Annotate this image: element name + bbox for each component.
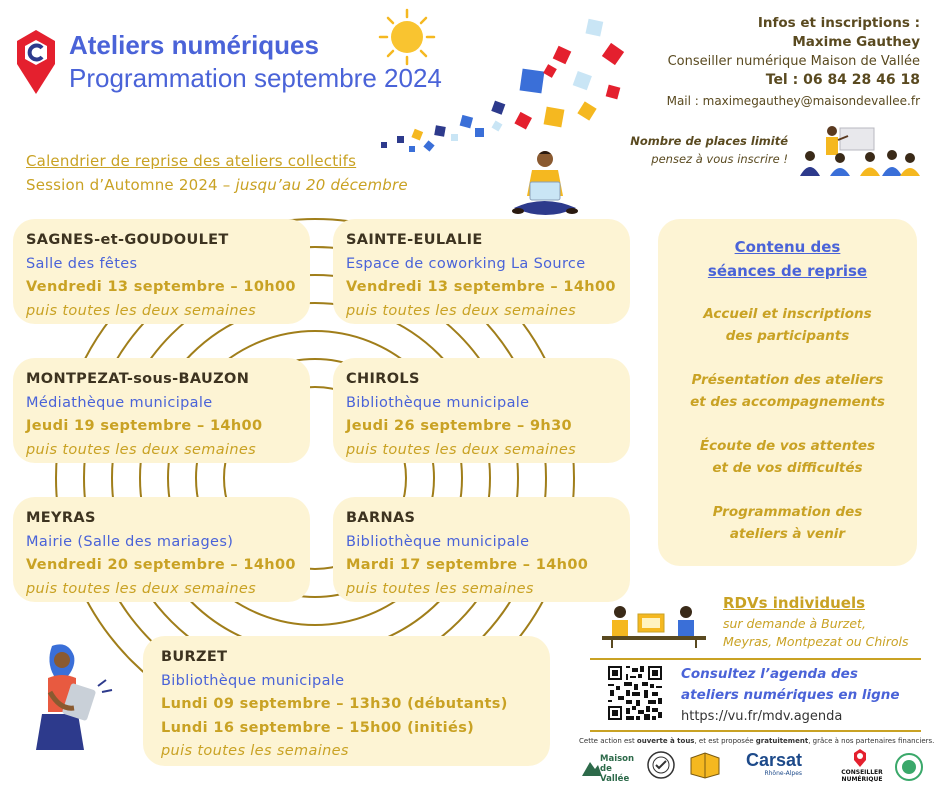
session-venue: Mairie (Salle des mariages) [26, 533, 234, 550]
places-limited: Nombre de places limité [630, 134, 788, 148]
divider-bottom [590, 730, 921, 732]
person-laptop-icon [510, 148, 580, 220]
session-town: CHIROLS [346, 371, 420, 387]
maison-de-vallee-logo [582, 752, 640, 784]
qr-code-icon[interactable] [606, 664, 664, 722]
session-card-chirols [333, 358, 630, 463]
content-item-line: Programmation des [712, 504, 863, 520]
confetti-decoration [375, 18, 640, 158]
contact-email[interactable]: Mail : maximegauthey@maisondevallee.fr [666, 94, 920, 108]
content-summary-card [658, 219, 917, 566]
rdv-title: RDVs individuels [723, 594, 866, 612]
session-venue: Salle des fêtes [26, 255, 138, 272]
rdv-line1: sur demande à Burzet, [723, 616, 866, 631]
conseiller-numerique-logo-icon [14, 28, 58, 96]
content-item-line: des participants [725, 328, 850, 344]
rdv-line2: Meyras, Montpezat ou Chirols [723, 634, 909, 649]
woman-tablet-icon [20, 640, 120, 752]
agenda-url-link[interactable]: https://vu.fr/mdv.agenda [681, 709, 843, 724]
session-card-sainte-eulalie [333, 219, 630, 324]
places-reminder: pensez à vous inscrire ! [651, 152, 788, 166]
session-date: Vendredi 20 septembre – 14h00 [26, 557, 296, 573]
content-item-line: Présentation des ateliers [691, 372, 884, 388]
content-item [658, 369, 917, 413]
footer-notice-bold: ouverte à tous [636, 737, 695, 745]
content-item-line: Accueil et inscriptions [703, 306, 872, 322]
content-item-line: et des accompagnements [690, 394, 885, 410]
agenda-line1: Consultez l’agenda des [681, 666, 858, 682]
conseiller-numerique-label [840, 769, 884, 783]
session-venue: Bibliothèque municipale [346, 533, 530, 550]
footer-notice-bold: gratuitement [755, 737, 809, 745]
footer-notice-part: Cette action est [579, 737, 637, 745]
meeting-group-icon [796, 122, 922, 176]
session-date: Vendredi 13 septembre – 14h00 [346, 279, 616, 295]
session-date: Lundi 09 septembre – 13h30 (débutants) [161, 696, 508, 712]
session-card-burzet [143, 636, 550, 766]
content-item-line: Écoute de vos attentes [699, 438, 876, 454]
individual-meeting-icon [598, 600, 710, 648]
session-date: Jeudi 26 septembre – 9h30 [346, 418, 572, 434]
footer-notice-part: , et est proposée [694, 737, 756, 745]
session-frequency: puis toutes les deux semaines [26, 302, 257, 319]
session-venue: Bibliothèque municipale [161, 672, 345, 689]
france-relance-logo-icon [894, 752, 924, 782]
session-date: Jeudi 19 septembre – 14h00 [26, 418, 263, 434]
session-card-sagnes [13, 219, 310, 324]
session-town: BURZET [161, 649, 228, 665]
content-title-line2: séances de reprise [707, 262, 868, 280]
session-venue: Bibliothèque municipale [346, 394, 530, 411]
session-town: MONTPEZAT-sous-BAUZON [26, 371, 250, 387]
session-frequency: puis toutes les semaines [161, 743, 349, 759]
session-town: SAINTE-EULALIE [346, 232, 483, 248]
cn-label-line2: NUMÉRIQUE [841, 776, 883, 783]
contact-name: Maxime Gauthey [792, 34, 920, 50]
content-item [658, 435, 917, 479]
session-venue: Espace de coworking La Source [346, 255, 586, 272]
session-end: jusqu’au 20 décembre [235, 176, 408, 194]
agenda-line2: ateliers numériques en ligne [681, 687, 900, 703]
partner-seal-icon [646, 750, 676, 780]
page-subtitle: Programmation septembre 2024 [69, 63, 442, 93]
session-card-montpezat [13, 358, 310, 463]
page-title: Ateliers numériques [69, 30, 319, 60]
footer-notice-part: , grâce à nos partenaires financiers. [808, 737, 935, 745]
contact-heading: Infos et inscriptions : [757, 15, 920, 31]
session-town: MEYRAS [26, 510, 96, 526]
contact-role: Conseiller numérique Maison de Vallée [667, 54, 920, 69]
session-frequency: puis toutes les deux semaines [346, 441, 577, 458]
session-card-barnas [333, 497, 630, 602]
session-date: Mardi 17 septembre – 14h00 [346, 557, 589, 573]
footer-notice [579, 737, 934, 745]
session-venue: Médiathèque municipale [26, 394, 213, 411]
session-label: Session d’Automne 2024 – [26, 176, 236, 194]
calendar-title: Calendrier de reprise des ateliers collectifs [26, 152, 357, 170]
carsat-logo [746, 750, 802, 777]
session-date: Vendredi 13 septembre – 10h00 [26, 279, 296, 295]
session-frequency: puis toutes les deux semaines [346, 302, 577, 319]
session-card-meyras [13, 497, 310, 602]
cn-label-line1: CONSEILLER [841, 769, 883, 776]
maison-de-vallee-text: Maison de Vallée [600, 754, 635, 784]
content-item-line: ateliers à venir [729, 526, 846, 542]
content-item-line: et de vos difficultés [712, 460, 863, 476]
partner-book-icon [688, 750, 722, 780]
content-title-line1: Contenu des [734, 238, 841, 256]
cn-small-logo-icon [853, 748, 867, 768]
carsat-subtext: Rhône-Alpes [764, 770, 803, 777]
contact-phone[interactable]: Tel : 06 84 28 46 18 [765, 72, 920, 88]
session-frequency: puis toutes les deux semaines [26, 441, 257, 458]
session-frequency: puis toutes les deux semaines [26, 580, 257, 597]
session-town: SAGNES-et-GOUDOULET [26, 232, 229, 248]
session-frequency: puis toutes les semaines [346, 580, 534, 597]
session-date-2: Lundi 16 septembre – 15h00 (initiés) [161, 719, 475, 736]
divider-top [590, 658, 921, 660]
carsat-text: Carsat [746, 750, 803, 770]
content-item [658, 303, 917, 347]
mountain-icon [582, 758, 602, 776]
session-town: BARNAS [346, 510, 416, 526]
content-item [658, 501, 917, 545]
